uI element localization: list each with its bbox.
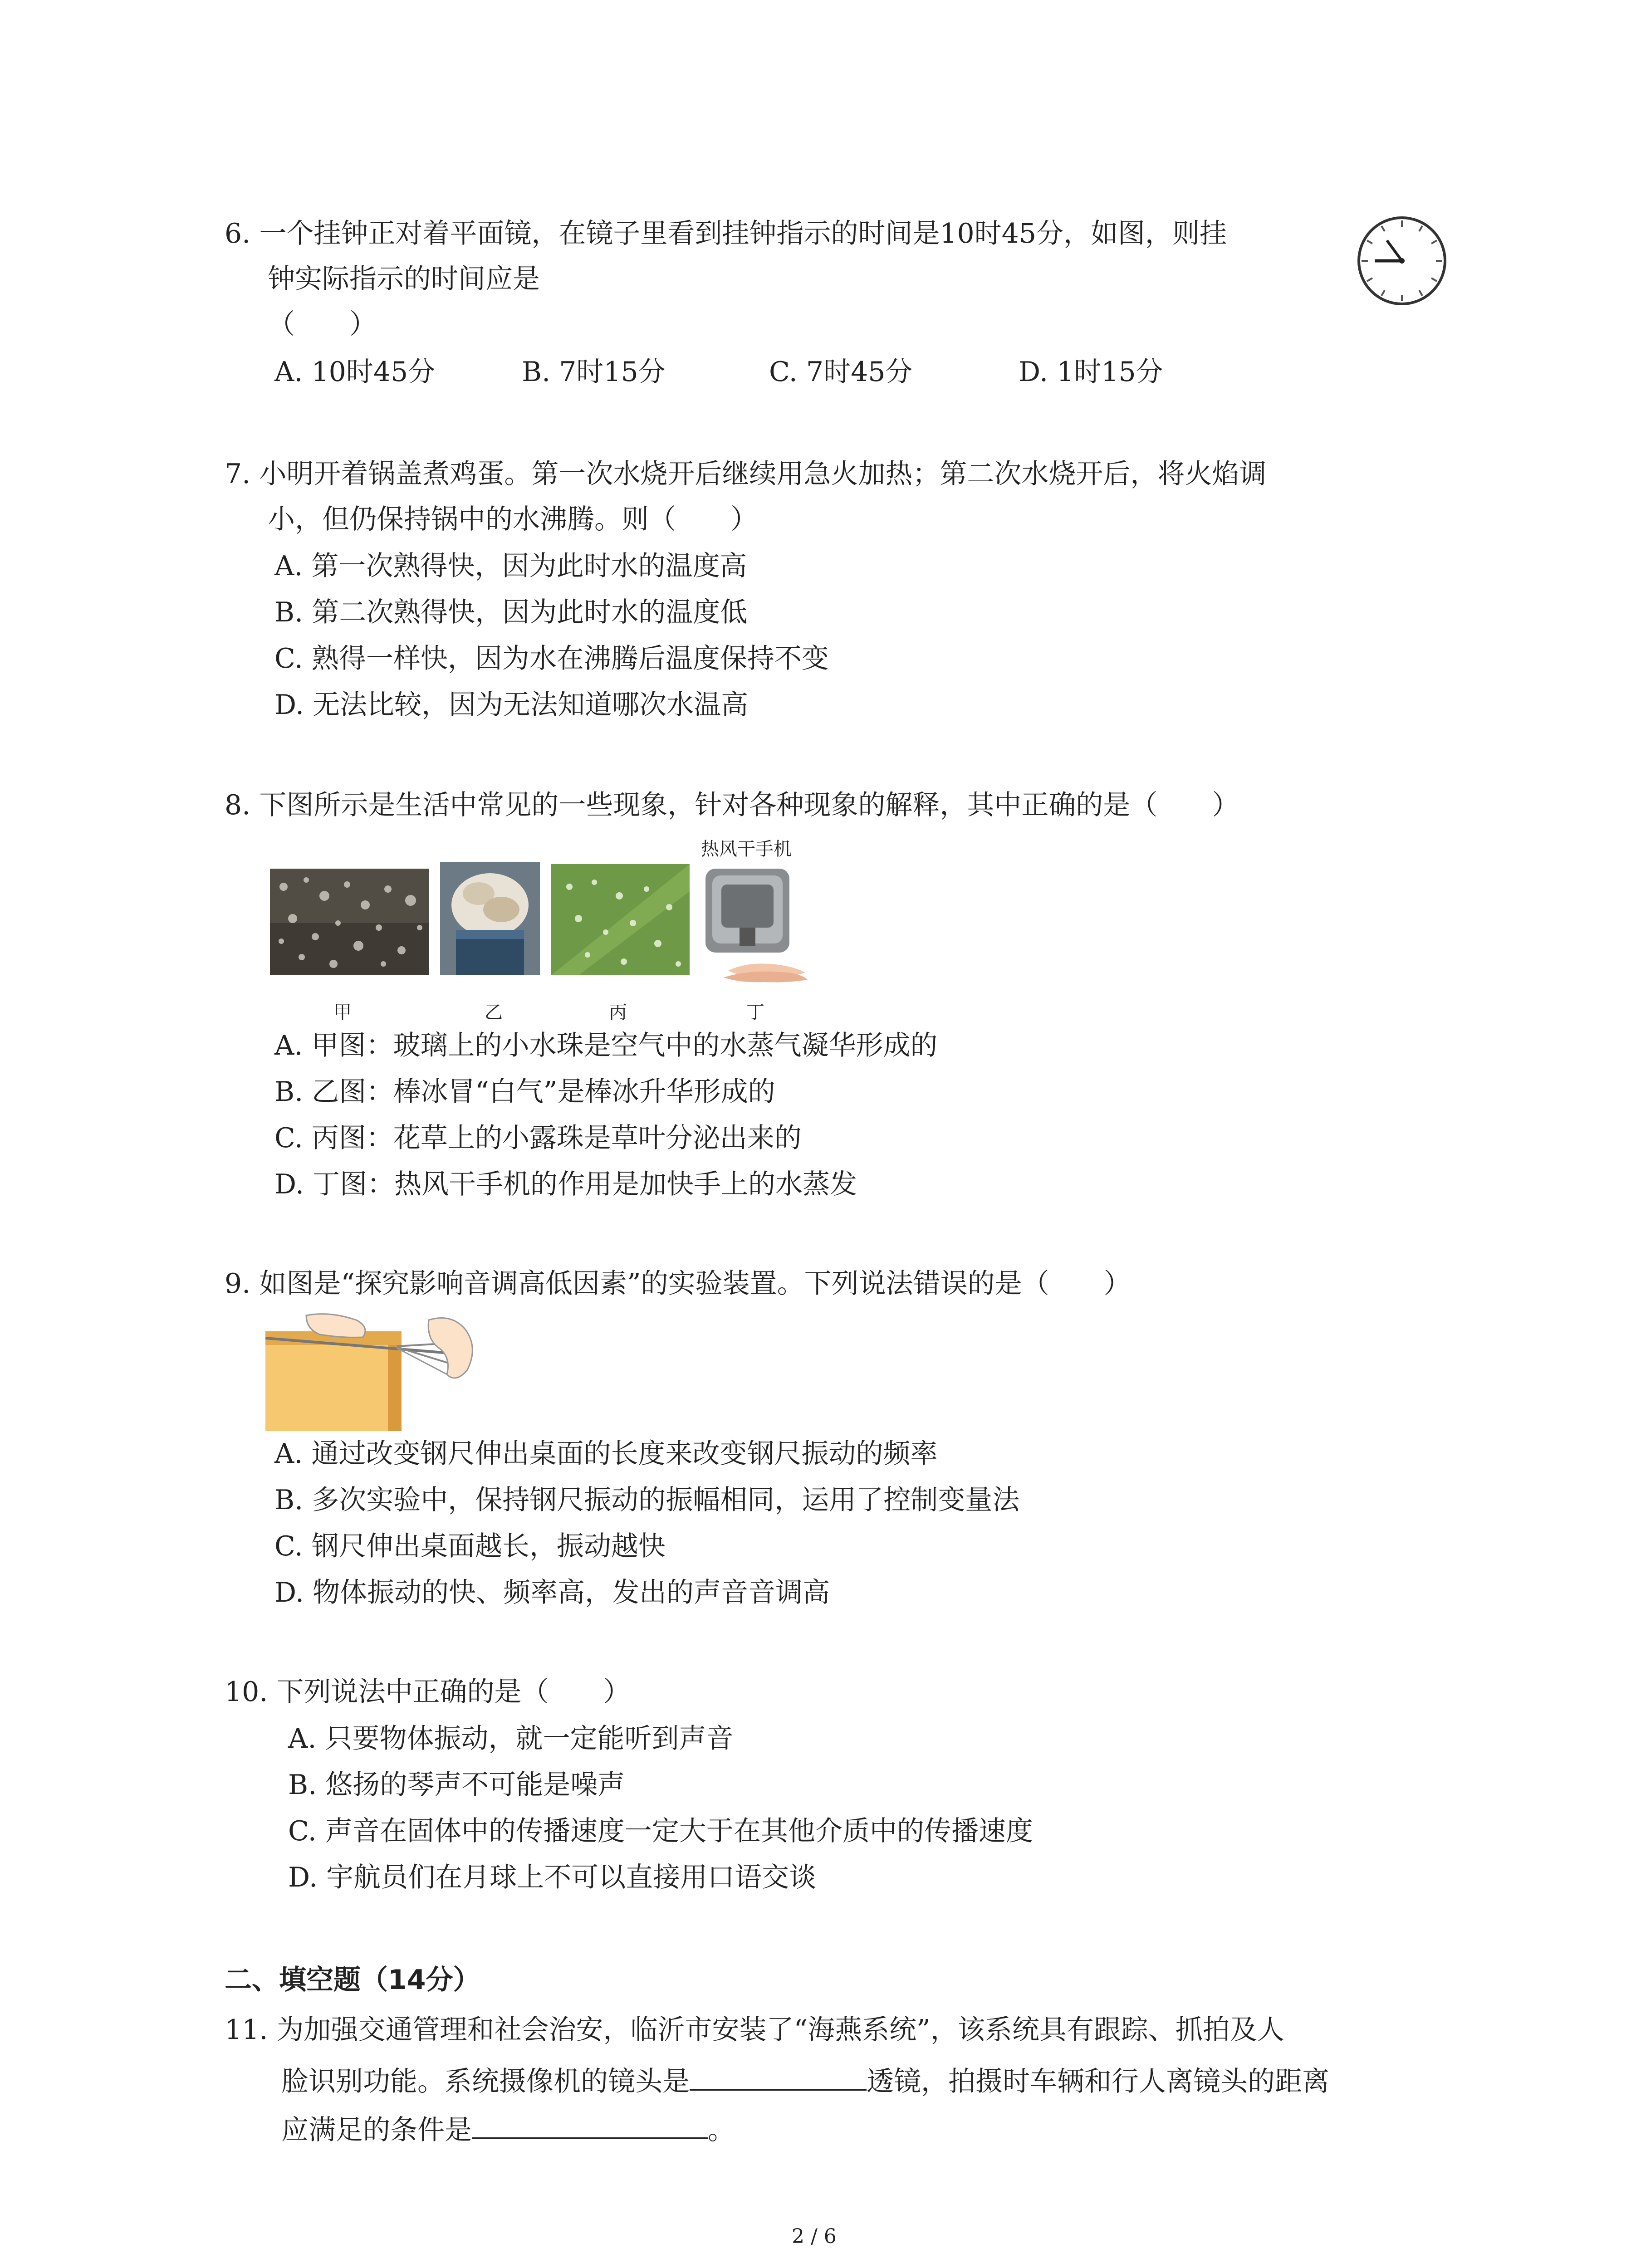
q9-option-a: A. 通过改变钢尺伸出桌面的长度来改变钢尺振动的频率 [274,1438,938,1470]
q6-option-a: A. 10时45分 [274,356,436,388]
q10-option-b: B. 悠扬的琴声不可能是噪声 [288,1769,625,1801]
q8-dryer-label: 热风干手机 [701,839,792,860]
q7-option-a: A. 第一次熟得快，因为此时水的温度高 [274,550,747,582]
q8-image-yi-ice-pop [440,862,540,975]
q6-answer-paren: （ ） [268,308,377,340]
q9-option-d: D. 物体振动的快、频率高，发出的声音音调高 [274,1577,830,1608]
q8-image-ding-hand-dryer [696,864,810,984]
q8-image-label-jia: 甲 [333,1002,352,1023]
q7-option-d: D. 无法比较，因为无法知道哪次水温高 [274,689,749,721]
q9-steel-ruler-figure [265,1311,492,1431]
mirror-clock-figure [1354,213,1450,308]
q8-image-jia-window-droplets [270,869,429,975]
q10-stem-line1: 10. 下列说法中正确的是（ ） [225,1676,631,1708]
q11-stem-line2 [281,2066,1329,2095]
q8-option-c: C. 丙图：花草上的小露珠是草叶分泌出来的 [274,1122,802,1154]
q7-option-b: B. 第二次熟得快，因为此时水的温度低 [274,596,748,628]
q11-line3-end: 。 [708,2114,735,2146]
q7-stem-line1: 7. 小明开着锅盖煮鸡蛋。第一次水烧开后继续用急火加热；第二次水烧开后，将火焰调 [225,458,1267,490]
q8-option-d: D. 丁图：热风干手机的作用是加快手上的水蒸发 [274,1168,857,1200]
q8-image-label-yi: 乙 [485,1002,503,1023]
q6-stem-line2: 钟实际指示的时间应是 [268,263,540,295]
q8-stem-line1: 8. 下图所示是生活中常见的一些现象，针对各种现象的解释，其中正确的是（ ） [225,789,1239,821]
q9-option-c: C. 钢尺伸出桌面越长，振动越快 [274,1530,666,1562]
q11-blank-lens-type[interactable] [690,2066,867,2091]
q8-option-a: A. 甲图：玻璃上的小水珠是空气中的水蒸气凝华形成的 [274,1030,938,1061]
q10-option-d: D. 宇航员们在月球上不可以直接用口语交谈 [288,1862,817,1893]
q8-image-label-bing: 丙 [609,1002,627,1023]
q7-stem-line2: 小，但仍保持锅中的水沸腾。则（ ） [268,503,758,535]
q6-option-c: C. 7时45分 [769,356,913,388]
q11-stem-line1: 11. 为加强交通管理和社会治安，临沂市安装了“海燕系统”，该系统具有跟踪、抓拍及人 [225,2014,1284,2046]
q9-stem-line1: 9. 如图是“探究影响音调高低因素”的实验装置。下列说法错误的是（ ） [225,1268,1131,1300]
q10-option-a: A. 只要物体振动，就一定能听到声音 [288,1723,734,1755]
q8-option-b: B. 乙图：棒冰冒“白气”是棒冰升华形成的 [274,1076,775,1108]
page-number: 2 / 6 [792,2225,837,2248]
q10-option-c: C. 声音在固体中的传播速度一定大于在其他介质中的传播速度 [288,1815,1033,1847]
q11-line3-before-blank: 应满足的条件是 [281,2114,472,2146]
q8-image-label-ding: 丁 [746,1002,764,1023]
q6-stem-line1: 6. 一个挂钟正对着平面镜，在镜子里看到挂钟指示的时间是10时45分，如图，则挂 [225,218,1227,249]
q8-image-bing-dew-leaf [551,864,690,975]
q11-line2-after-blank: 透镜，拍摄时车辆和行人离镜头的距离 [867,2066,1329,2097]
q7-option-c: C. 熟得一样快，因为水在沸腾后温度保持不变 [274,643,829,675]
q11-blank-distance-condition[interactable] [472,2115,708,2139]
q11-stem-line3 [281,2115,735,2144]
q6-option-d: D. 1时15分 [1019,356,1163,388]
q9-option-b: B. 多次实验中，保持钢尺振动的振幅相同，运用了控制变量法 [274,1484,1020,1516]
q6-option-b: B. 7时15分 [522,356,666,388]
section-heading-fill-in: 二、填空题（14分） [225,1964,480,1996]
q11-line2-before-blank: 脸识别功能。系统摄像机的镜头是 [281,2066,690,2097]
